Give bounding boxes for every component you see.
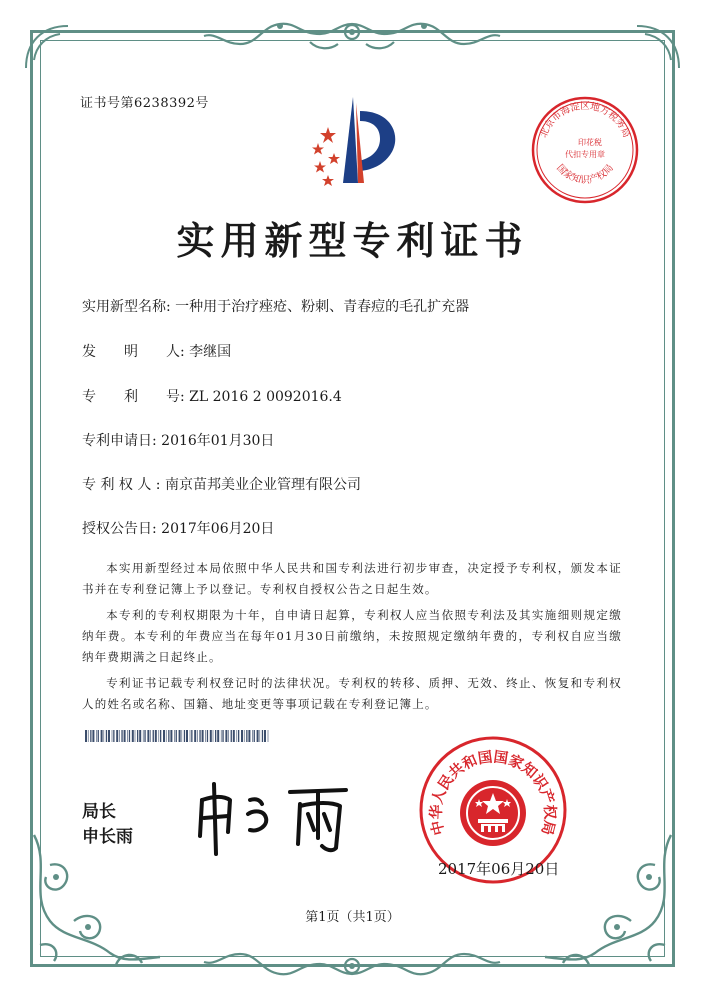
director-signature (190, 778, 355, 858)
national-emblem-icon (460, 780, 526, 846)
tax-seal (530, 95, 640, 205)
field-patentee (82, 474, 361, 494)
certificate-number: 证书号第6238392号 (80, 96, 209, 111)
body-paragraph: 本实用新型经过本局依照中华人民共和国专利法进行初步审查，决定授予专利权，颁发本证书并在专利登记簿上予以登记。专利权自授权公告之日起生效。 (82, 561, 622, 596)
body-paragraph: 专利证书记载专利权登记时的法律状况。专利权的转移、质押、无效、终止、恢复和专利权人的姓名或名称、国籍、地址变更等事项记载在专利登记簿上。 (82, 676, 622, 711)
field-inventor (82, 341, 231, 361)
field-value: ZL 2016 2 0092016.4 (189, 389, 342, 405)
field-patent-number (82, 386, 342, 406)
bottom-ornament (200, 940, 505, 980)
field-label: 授权公告日: (82, 521, 157, 537)
field-label: 专 利 权 人 : (82, 477, 161, 493)
tax-seal-center-2: 代扣专用章 (565, 150, 605, 159)
corner-ornament-top-left (18, 18, 78, 78)
field-label: 实用新型名称: (82, 299, 171, 315)
field-label: 发 明 人: (82, 344, 185, 360)
field-value: 一种用于治疗痤疮、粉刺、青春痘的毛孔扩充器 (175, 299, 470, 315)
svg-text:国家知识产权局 (554, 163, 616, 186)
seal-ring-text: 中华人民共和国国家知识产权局 (428, 749, 558, 837)
tax-seal-center-1: 印花税 (578, 138, 602, 147)
barcode (85, 730, 270, 742)
director-title: 局长 (82, 802, 116, 822)
certificate-title: 实用新型专利证书 (176, 219, 529, 263)
svg-text:北京市海淀区地方税务局 (537, 100, 632, 139)
field-value: 南京苗邦美业企业管理有限公司 (164, 477, 361, 493)
field-grant-date (82, 518, 274, 538)
corner-ornament-top-right (627, 18, 687, 78)
field-label: 专 利 号: (82, 389, 185, 405)
certificate-body (82, 558, 622, 720)
field-value: 2017年06月20日 (161, 521, 275, 537)
cnipa-logo (298, 95, 408, 195)
field-value: 李继国 (189, 344, 232, 360)
field-label: 专利申请日: (82, 433, 157, 449)
tax-seal-inner-text: 国家知识产权局 (554, 162, 616, 186)
stamp-date: 2017年06月20日 (438, 860, 560, 878)
director-name: 申长雨 (82, 827, 133, 847)
page-number: 第1页（共1页） (305, 910, 400, 925)
field-application-date (82, 430, 274, 450)
top-ornament (200, 18, 505, 58)
tax-seal-outer-text: 北京市海淀区地方税务局 (538, 101, 632, 140)
field-value: 2016年01月30日 (161, 433, 275, 449)
body-paragraph: 本专利的专利权期限为十年，自申请日起算，专利权人应当依照专利法及其实施细则规定缴纳年费。本专利的年费应当在每年01月30日前缴纳，未按照规定缴纳年费的，专利权自应当缴纳年费期满之日起终止。 (82, 608, 622, 664)
director-block (82, 800, 133, 850)
field-utility-model-name (82, 296, 469, 316)
